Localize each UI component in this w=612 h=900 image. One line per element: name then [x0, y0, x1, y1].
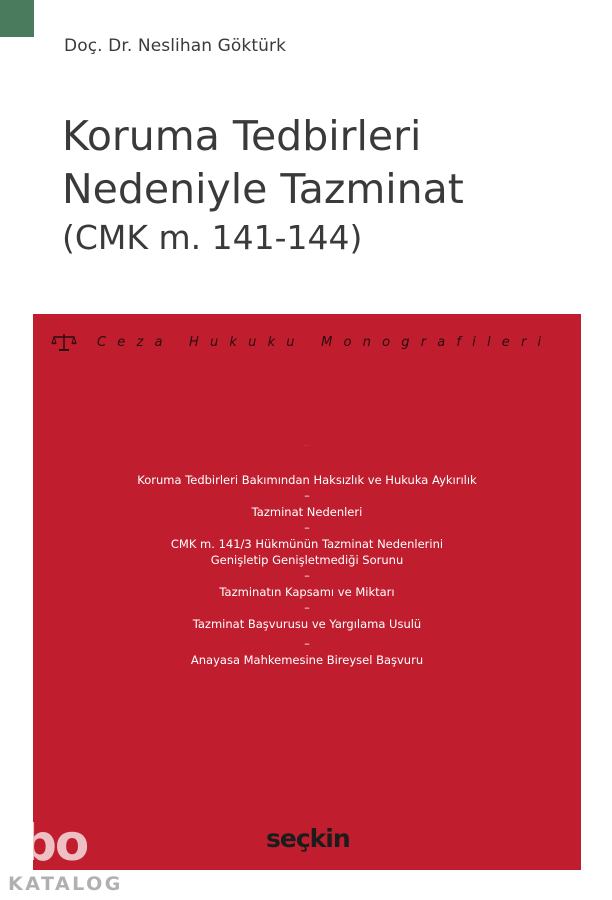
topic-item: Tazminatın Kapsamı ve Miktarı [219, 585, 395, 599]
book-title [62, 110, 464, 216]
katalog-watermark-text: KATALOG [8, 873, 123, 895]
title-line-2: Nedeniyle Tazminat [62, 165, 464, 213]
series-row [51, 330, 552, 354]
topic-separator: – [304, 601, 310, 614]
topic-item: Tazminat Başvurusu ve Yargılama Usulü [192, 617, 422, 631]
topic-item: CMK m. 141/3 Hükmünün Tazminat Nedenlerini [170, 537, 444, 551]
topic-item: Anayasa Mahkemesine Bireysel Başvuru [190, 653, 424, 667]
topic-item: Koruma Tedbirleri Bakımından Haksızlık ve Hukuka Aykırılık [137, 473, 477, 487]
topic-separator: – [304, 521, 310, 534]
tiny-mark: ... [303, 442, 311, 447]
topic-item: Tazminat Nedenleri [251, 505, 363, 519]
author-name: Doç. Dr. Neslihan Göktürk [64, 36, 287, 56]
book-subtitle: (CMK m. 141-144) [62, 218, 363, 257]
cover-red-panel [33, 314, 581, 870]
corner-color-block [0, 0, 34, 37]
topic-separator: – [304, 489, 310, 502]
topics-list [33, 472, 581, 668]
ibo-watermark-logo: ibo [6, 814, 88, 872]
topic-item: Genişletip Genişletmediği Sorunu [210, 553, 404, 567]
scales-of-justice-icon [51, 332, 77, 352]
title-line-1: Koruma Tedbirleri [62, 112, 422, 160]
topic-separator: – [304, 637, 310, 650]
topic-separator: – [304, 569, 310, 582]
publisher-logo: seçkin [266, 824, 350, 853]
series-name: Ceza Hukuku Monografileri [97, 334, 553, 350]
